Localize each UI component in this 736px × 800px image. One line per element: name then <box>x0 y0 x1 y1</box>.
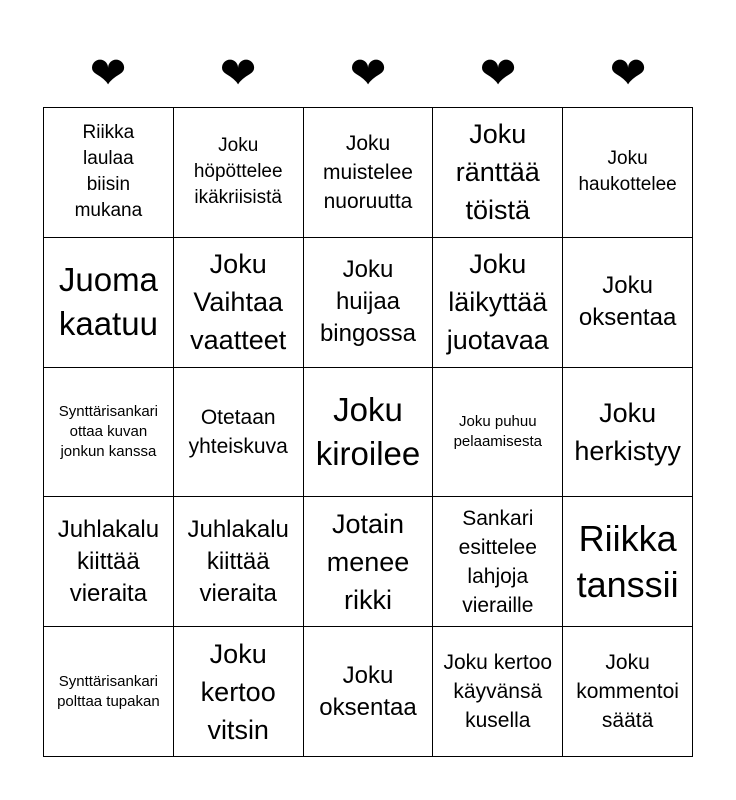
bingo-cell-text: Riikka laulaa biisin mukana <box>74 122 143 222</box>
bingo-cell-text: Joku ränttää töistä <box>455 119 540 226</box>
bingo-cell-text: Joku huijaa bingossa <box>319 256 417 348</box>
bingo-cell[interactable] <box>433 497 563 627</box>
bingo-cell[interactable] <box>304 627 434 757</box>
bingo-cell[interactable] <box>433 108 563 238</box>
bingo-cell-text: Synttärisankari ottaa kuvan jonkun kanssa <box>58 402 158 460</box>
bingo-board <box>43 107 693 757</box>
bingo-cell[interactable] <box>563 497 693 627</box>
bingo-cell[interactable] <box>44 497 174 627</box>
bingo-cell-text: Joku kommentoi säätä <box>576 651 679 733</box>
bingo-cell[interactable] <box>174 368 304 498</box>
bingo-cell-text: Joku oksentaa <box>319 661 417 721</box>
bingo-cell-text: Joku muistelee nuoruutta <box>323 131 413 213</box>
bingo-cell-text: Joku kertoo käyvänsä kusella <box>443 651 553 733</box>
bingo-cell-text: Juhlakalu kiittää vieraita <box>187 515 289 607</box>
bingo-cell[interactable] <box>433 238 563 368</box>
bingo-cell[interactable] <box>563 368 693 498</box>
bingo-cell-text: Synttärisankari polttaa tupakan <box>57 672 160 710</box>
bingo-cell-text: Joku höpöttelee ikäkriisistä <box>193 135 283 209</box>
heart-icon: ❤ <box>89 49 127 98</box>
bingo-cell[interactable] <box>563 238 693 368</box>
bingo-cell-text: Juhlakalu kiittää vieraita <box>57 515 160 607</box>
heart-icon: ❤ <box>609 49 647 98</box>
bingo-cell[interactable] <box>174 238 304 368</box>
bingo-cell[interactable] <box>174 627 304 757</box>
heart-icon: ❤ <box>349 49 387 98</box>
bingo-cell[interactable] <box>44 368 174 498</box>
bingo-cell-text: Joku kertoo vitsin <box>200 638 276 745</box>
bingo-cell[interactable] <box>304 108 434 238</box>
bingo-cell[interactable] <box>563 627 693 757</box>
bingo-cell-text: Otetaan yhteiskuva <box>188 405 288 458</box>
bingo-cell[interactable] <box>44 627 174 757</box>
bingo-cell[interactable] <box>433 627 563 757</box>
bingo-cell-text: Sankari esittelee lahjoja vieraille <box>458 506 537 617</box>
bingo-cell-text: Joku herkistyy <box>574 397 681 466</box>
bingo-cell-text: Riikka tanssii <box>576 517 679 605</box>
bingo-cell[interactable] <box>44 108 174 238</box>
bingo-cell-text: Joku läikyttää juotavaa <box>446 249 549 356</box>
bingo-cell[interactable] <box>44 238 174 368</box>
bingo-cell[interactable] <box>304 238 434 368</box>
bingo-cell-text: Jotain menee rikki <box>326 508 410 615</box>
bingo-cell-text: Joku haukottelee <box>578 148 677 196</box>
bingo-cell[interactable] <box>174 108 304 238</box>
bingo-cell[interactable] <box>304 368 434 498</box>
bingo-cell[interactable] <box>433 368 563 498</box>
bingo-cell-text: Joku Vaihtaa vaatteet <box>190 249 287 356</box>
heart-icon: ❤ <box>479 49 517 98</box>
bingo-cell-text: Juoma kaatuu <box>58 261 158 343</box>
bingo-cell-text: Joku oksentaa <box>578 272 677 332</box>
bingo-cell[interactable] <box>304 497 434 627</box>
bingo-cell[interactable] <box>174 497 304 627</box>
bingo-cell-text: Joku puhuu pelaamisesta <box>453 412 542 450</box>
bingo-header <box>43 48 693 100</box>
bingo-cell-text: Joku kiroilee <box>315 390 421 472</box>
heart-icon: ❤ <box>219 49 257 98</box>
bingo-cell[interactable] <box>563 108 693 238</box>
